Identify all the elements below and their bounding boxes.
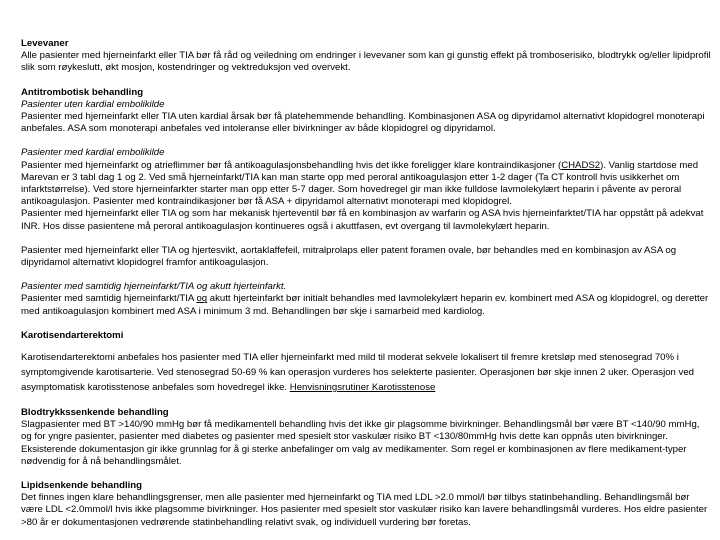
text-levevaner: Alle pasienter med hjerneinfarkt eller TIA bør få råd og veiledning om endringer i levevaner som kan gi gunstig effekt på tromboserisiko, blodtrykk og/eller lipidprofil slik som røykeslutt, økt mosjon, kostendringer og vektreduksjon ved overvekt. [21,50,711,74]
henvisningsrutiner-link[interactable]: Henvisningsrutiner Karotisstenose [289,382,436,394]
text-uten-kardial: Pasienter med hjerneinfarkt eller TIA uten kardial årsak bør få platehemmende behandling. Kombinasjonen ASA og dipyridamol alternativt klopidogrel monoterapi anbefales. ASA som monoterapi anbefales ved intoleranse eller bivirkninger av både klopidogrel og dipyridamol. [21,111,705,135]
text-blodtrykk-1: Slagpasienter med BT >140/90 mmHg bør få medikamentell behandling hvis det ikke gir plagsomme bivirkninger. Behandlingsmål bør være BT <140/90 mmHg, og for yngre pasienter, pasienter med diabetes og pasienter med spesielt stor vaskulær risiko BT <130/80mmHg hvis dette kan oppnås uten bivirkninger. [21,419,700,443]
section-antitrombotisk [21,87,711,318]
heading-antitrombotisk: Antitrombotisk behandling [21,86,144,98]
section-karotis [21,330,711,395]
text-hjertesvikt: Pasienter med hjerneinfarkt eller TIA og hjertesvikt, aortaklaffefeil, mitralprolaps eller patent foramen ovale, bør behandles med en kombinasjon av ASA og dipyridamol alternativt klopidogrel framfor antikoagulasjon. [21,244,677,269]
heading-lipid: Lipidsenkende behandling [21,480,142,492]
text-med-kardial-b: ). Vanlig startdose med Marevan er 3 tabl dag 1 og 2. Ved små hjerneinfarkt/TIA kan man starte opp med peroral antikoagulasjon etter 1-2 dager (Ta CT kontroll hvis usikkerhet om infarktstørrelse). Ved store hjerneinfarkter starter man opp etter 5-7 dager. Som hovedregel gir man ikke fulldose lavmolekylært heparin i påvente av peroral antikoagulasjon. Pasienter med kontraindikasjoner bør få ASA + dipyridamol alternativt monoterapi med klopidogrel. [21,159,699,208]
section-levevaner [21,38,711,75]
text-karotis-body: Karotisendarterektomi anbefales hos pasienter med TIA eller hjerneinfarkt med mild til moderat sekvele lokalisert til fremre kretsløp med stenosegrad 70% i symptomgivende karotisarterie. Ved stenosegrad 50-69 % kan operasjon vurderes hos selekterte pasienter. Operasjonen bør skje innen 2 uker. Operasjon ved asymptomatisk karotisstenose anbefales som hovedregel ikke. [21,352,695,394]
subheading-med-kardial: Pasienter med kardial embolikilde [21,147,165,159]
document-page [21,38,711,529]
heading-karotis: Karotisendarterektomi [21,329,124,341]
section-lipid [21,480,711,529]
text-akutt-hjerteinfarkt [21,293,711,317]
subheading-uten-kardial: Pasienter uten kardial embolikilde [21,98,165,110]
subheading-akutt-hjerteinfarkt: Pasienter med samtidig hjerneinfarkt/TIA og akutt hjerteinfarkt. [21,281,287,293]
text-lipid: Det finnes ingen klare behandlingsgrenser, men alle pasienter med hjerneinfarkt og TIA med LDL >2.0 mmol/l bør tilbys statinbehandling. Behandlingsmål bør være LDL <2.0mmol/l hvis ikke plagsomme bivirkninger. Hos pasienter med spesielt stor vaskulær risiko kan lavere behandlingsmål vurderes. Hos eldre pasienter >80 år er dokumentasjonen vedrørende statinbehandling relativt svak, og individuell vurdering bør foretas. [21,492,708,528]
text-mekanisk-ventil: Pasienter med hjerneinfarkt eller TIA og som har mekanisk hjerteventil bør få en kombinasjon av warfarin og ASA hvis hjerneinfarktet/TIA har oppstått på adekvat INR. Hos disse pasientene må peroral antikoagulasjon kontinueres også i akuttfasen, evt overgang til lavmolekylært heparin. [21,208,704,232]
text-akutt-a: Pasienter med samtidig hjerneinfarkt/TIA [21,293,197,305]
text-blodtrykk-2: Eksisterende dokumentasjon gir ikke grunnlag for å gi sterke anbefalinger om valg av medikamenter. Som regel er kombinasjonen av flere medikament-typer nødvendig for å nå behandlingsmålet. [21,443,687,467]
text-med-kardial [21,160,711,209]
heading-levevaner: Levevaner [21,38,69,49]
section-blodtrykk [21,407,711,468]
chads2-link[interactable]: CHADS2 [561,159,601,171]
heading-blodtrykk: Blodtrykkssenkende behandling [21,407,169,419]
text-akutt-b: akutt hjerteinfarkt bør initialt behandles med lavmolekylært heparin ev. kombinert med ASA og klopidogrel, og deretter med antikoagulasjon kombinert med ASA i minimum 3 md. Behandlingen bør skje i samarbeid med kardiolog. [21,293,709,317]
text-med-kardial-a: Pasienter med hjerneinfarkt og atrieflimmer bør få antikoagulasjonsbehandling hvis det ikke foreligger klare kontraindikasjoner ( [21,159,562,171]
text-karotis [21,350,711,395]
text-akutt-og: og [196,293,208,305]
